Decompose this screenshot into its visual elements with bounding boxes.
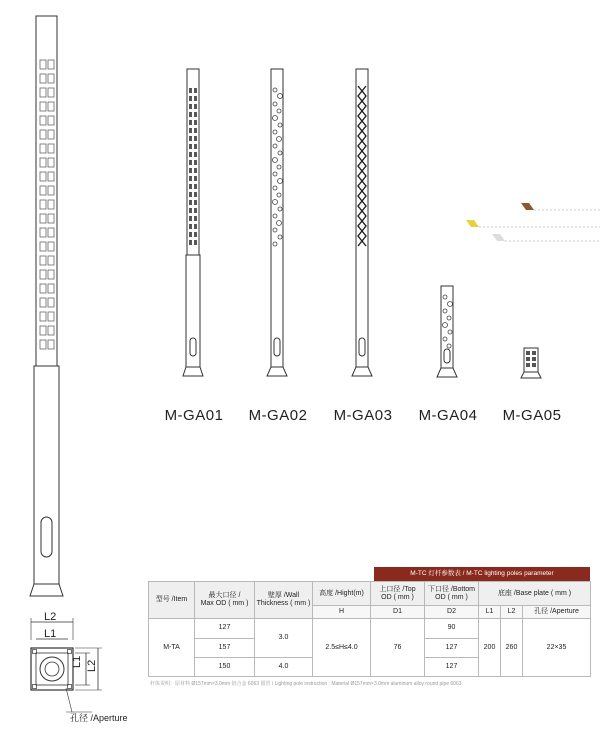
cell-wall-2: 4.0 [255, 657, 313, 676]
param-table-title: M-TC 灯杆参数表 / M-TC lighting poles parameter [374, 567, 590, 581]
dim-l1-label: L1 [44, 628, 57, 640]
cell-max-od-2: 157 [195, 638, 255, 657]
color-swatch-silver [492, 232, 600, 244]
subheader-h: H [313, 606, 371, 619]
header-base-plate: 底座 /Base plate ( mm ) [479, 582, 591, 606]
cell-l1: 200 [479, 619, 501, 677]
material-note: 杆体说明：原材料 Ø157mm×3.0mm 铝合金 6063 圆管 / Lighting pole instruction : Material Ø157mm×3.0mm aluminum alloy round pipe 6063 [150, 681, 462, 687]
model-label-ga02: M-GA02 [248, 407, 308, 424]
subheader-aperture: 孔径 /Aperture [523, 606, 591, 619]
param-table [148, 581, 591, 677]
subheader-d1: D1 [371, 606, 425, 619]
cell-l2: 260 [501, 619, 523, 677]
header-height: 高度 /Hight(m) [313, 582, 371, 606]
pole-ga04-drawing [432, 283, 462, 381]
subheader-d2: D2 [425, 606, 479, 619]
subheader-l1: L1 [479, 606, 501, 619]
cell-bottom-od-1: 90 [425, 619, 479, 638]
cell-bottom-od-3: 127 [425, 657, 479, 676]
model-label-ga05: M-GA05 [502, 407, 562, 424]
cell-max-od-3: 150 [195, 657, 255, 676]
header-item: 型号 /Item [149, 582, 195, 619]
header-max-od: 最大口径 / Max OD ( mm ) [195, 582, 255, 619]
color-swatch-yellow [466, 218, 600, 230]
model-label-ga04: M-GA04 [418, 407, 478, 424]
header-bottom-od: 下口径 /Bottom OD ( mm ) [425, 582, 479, 606]
pole-ga05-drawing [516, 345, 546, 381]
large-pole-drawing [28, 12, 78, 604]
dim-l2-vertical-label: L2 [86, 659, 98, 672]
model-label-ga01: M-GA01 [164, 407, 224, 424]
cell-aperture: 22×35 [523, 619, 591, 677]
pole-ga01-drawing [178, 66, 208, 380]
cell-height: 2.5≤H≤4.0 [313, 619, 371, 677]
pole-ga02-drawing [262, 66, 292, 380]
cell-item: M-TA [149, 619, 195, 677]
pole-ga03-drawing [347, 66, 377, 380]
cell-wall-1: 3.0 [255, 619, 313, 657]
header-wall: 壁厚 /Wall Thickness ( mm ) [255, 582, 313, 619]
cell-bottom-od-2: 127 [425, 638, 479, 657]
cell-max-od-1: 127 [195, 619, 255, 638]
model-label-ga03: M-GA03 [333, 407, 393, 424]
base-plate-drawing [22, 612, 112, 722]
dim-l1-vertical-label: L1 [71, 655, 83, 668]
subheader-l2: L2 [501, 606, 523, 619]
header-top-od: 上口径 /Top OD ( mm ) [371, 582, 425, 606]
color-swatch-brown [521, 201, 600, 213]
dim-l2-label: L2 [44, 611, 57, 623]
cell-top-od: 76 [371, 619, 425, 677]
aperture-label: 孔径 /Aperture [70, 713, 128, 723]
